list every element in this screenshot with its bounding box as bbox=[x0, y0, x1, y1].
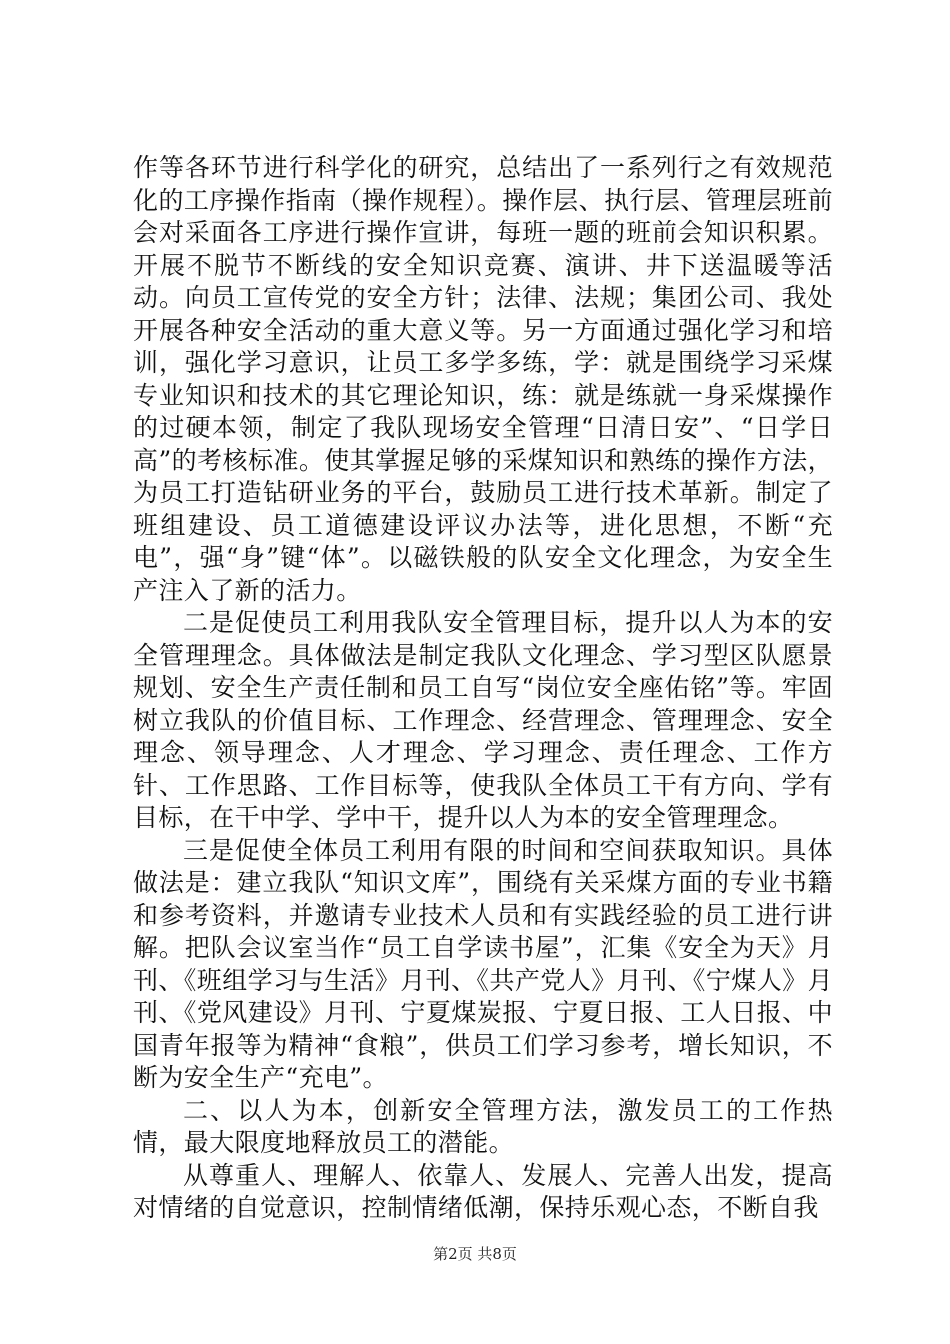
page-number-footer: 第2页 共8页 bbox=[433, 1245, 517, 1263]
paragraph-3: 三是促使全体员工利用有限的时间和空间获取知识。具体做法是：建立我队“知识文库”，围绕有关采煤方面的专业书籍和参考资料，并邀请专业技术人员和有实践经验的员工进行讲解。把队会议室当作“员工自学读书屋”，汇集《安全为天》月刊、《班组学习与生活》月刊、《共产党人》月刊、《宁煤人》月刊、《党风建设》月刊、宁夏煤炭报、宁夏日报、工人日报、中国青年报等为精神“食粮”，供员工们学习参考，增长知识，不断为安全生产“充电”。 bbox=[133, 835, 833, 1092]
section-heading-2: 二、以人为本，创新安全管理方法，激发员工的工作热情，最大限度地释放员工的潜能。 bbox=[133, 1095, 833, 1157]
paragraph-1: 作等各环节进行科学化的研究，总结出了一系列行之有效规范化的工序操作指南（操作规程）。操作层、执行层、管理层班前会对采面各工序进行操作宣讲，每班一题的班前会知识积累。开展不脱节不断线的安全知识竞赛、演讲、井下送温暖等活动。向员工宣传党的安全方针；法律、法规；集团公司、我处开展各种安全活动的重大意义等。另一方面通过强化学习和培训，强化学习意识，让员工多学多练，学：就是围绕学习采煤专业知识和技术的其它理论知识，练：就是练就一身采煤操作的过硬本领，制定了我队现场安全管理“日清日安”、“日学日高”的考核标准。使其掌握足够的采煤知识和熟练的操作方法，为员工打造钻研业务的平台，鼓励员工进行技术革新。制定了班组建设、员工道德建设评议办法等，进化思想，不断“充电”，强“身”键“体”。以磁铁般的队安全文化理念，为安全生产注入了新的活力。 bbox=[133, 153, 833, 605]
paragraph-2: 二是促使员工利用我队安全管理目标，提升以人为本的安全管理理念。具体做法是制定我队文化理念、学习型区队愿景规划、安全生产责任制和员工自写“岗位安全座佑铭”等。牢固树立我队的价值目标、工作理念、经营理念、管理理念、安全理念、领导理念、人才理念、学习理念、责任理念、工作方针、工作思路、工作目标等，使我队全体员工干有方向、学有目标，在干中学、学中干，提升以人为本的安全管理理念。 bbox=[133, 608, 833, 832]
document-body bbox=[133, 152, 833, 1225]
paragraph-5: 从尊重人、理解人、依靠人、发展人、完善人出发，提高对情绪的自觉意识，控制情绪低潮，保持乐观心态，不断自我 bbox=[133, 1160, 833, 1222]
